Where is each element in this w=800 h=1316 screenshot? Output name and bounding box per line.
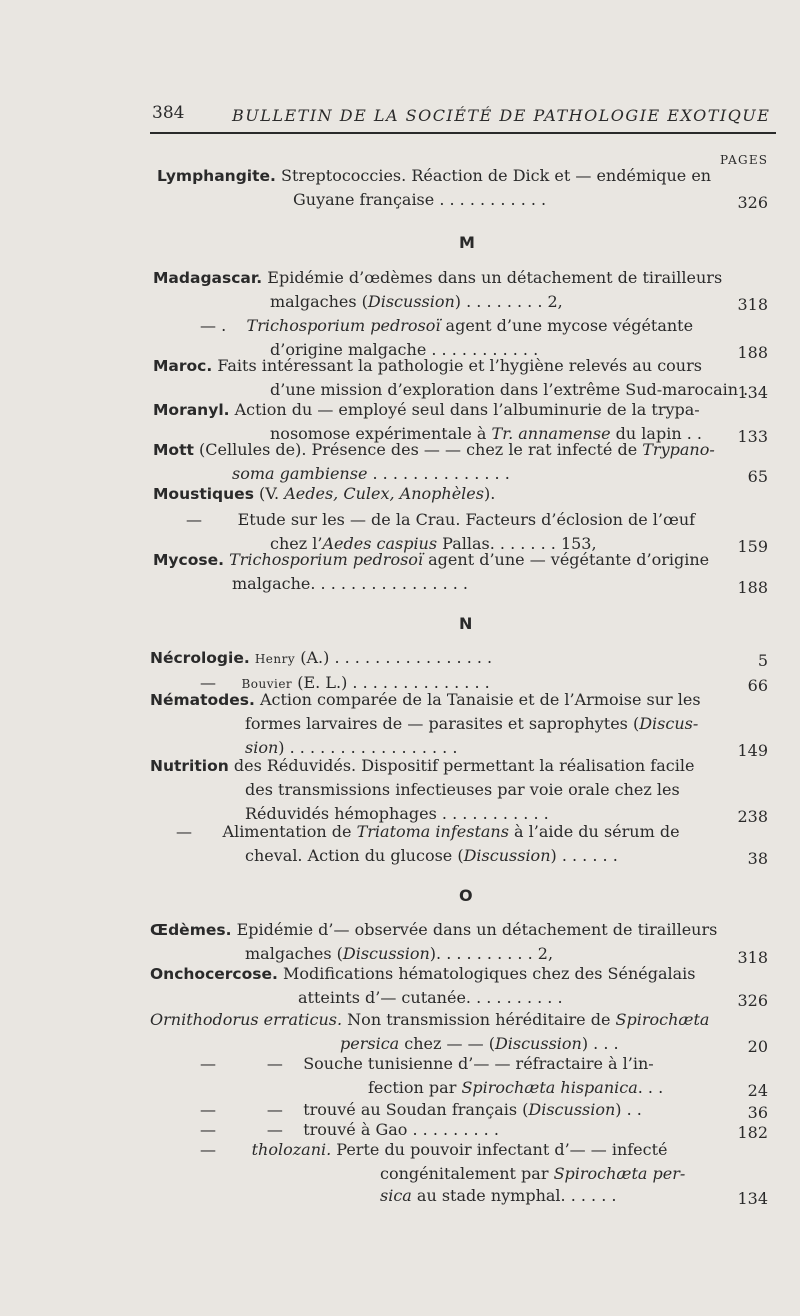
index-subentry: — tholozani. Perte du pouvoir infectant d’— — infecté	[200, 1140, 668, 1159]
entry-line: Guyane française . . . . . . . . . . .	[293, 190, 547, 209]
page-ref: 133	[737, 427, 768, 446]
index-entry-mycose: Mycose. Trichosporium pedrosoï agent d’une — végétante d’origine	[153, 550, 710, 569]
entry-line: Réduvidés hémophages . . . . . . . . . . .	[245, 804, 549, 823]
entry-line: sion) . . . . . . . . . . . . . . . . .	[245, 738, 458, 757]
entry-line: chez l’Aedes caspius Pallas. . . . . . . 153,	[270, 534, 597, 553]
entry-line: des transmissions infectieuses par voie orale chez les	[245, 780, 680, 799]
entry-line: cheval. Action du glucose (Discussion) . . . . . .	[245, 846, 618, 865]
index-entry-moustiques: Moustiques (V. Aedes, Culex, Anophèles).	[153, 484, 496, 503]
running-title: BULLETIN DE LA SOCIÉTÉ DE PATHOLOGIE EXOTIQUE	[232, 106, 771, 125]
page-ref: 326	[737, 991, 768, 1010]
section-letter-o: O	[459, 886, 473, 905]
index-subentry: — — trouvé au Soudan français (Discussion) . .	[200, 1100, 642, 1119]
index-entry-ornithodorus: Ornithodorus erraticus. Non transmission héréditaire de Spirochæta	[150, 1010, 710, 1029]
entry-line: soma gambiense . . . . . . . . . . . . . .	[232, 464, 510, 483]
index-entry-madagascar: Madagascar. Epidémie d’œdèmes dans un détachement de tirailleurs	[153, 268, 723, 287]
page-ref: 20	[747, 1037, 768, 1056]
entry-line: malgaches (Discussion). . . . . . . . . . 2,	[245, 944, 554, 963]
entry-line: nosomose expérimentale à Tr. annamense du lapin . .	[270, 424, 702, 443]
page-ref: 318	[737, 948, 768, 967]
page-number: 384	[152, 103, 185, 123]
page-ref: 326	[737, 193, 768, 212]
page-ref: 66	[747, 676, 768, 695]
entry-line: d’une mission d’exploration dans l’extrême Sud-marocain .	[270, 380, 749, 399]
index-subentry: — Bouvier (E. L.) . . . . . . . . . . . . . .	[200, 673, 490, 692]
entry-line: fection par Spirochæta hispanica. . .	[368, 1078, 664, 1097]
index-entry-oedemes: Œdèmes. Epidémie d’— observée dans un détachement de tirailleurs	[150, 920, 718, 939]
entry-line: atteints d’— cutanée. . . . . . . . . .	[298, 988, 563, 1007]
page-ref: 318	[737, 295, 768, 314]
page-ref: 134	[737, 1189, 768, 1208]
index-entry-maroc: Maroc. Faits intéressant la pathologie et l’hygiène relevés au cours	[153, 356, 702, 375]
page-ref: 134	[737, 383, 768, 402]
entry-line: malgaches (Discussion) . . . . . . . . 2,	[270, 292, 563, 311]
index-entry-lymphangite: Lymphangite. Streptococcies. Réaction de Dick et — endémique en	[157, 166, 712, 185]
index-term: Lymphangite.	[157, 167, 276, 185]
entry-line: congénitalement par Spirochæta per-	[380, 1164, 686, 1183]
page-ref: 65	[747, 467, 768, 486]
page-ref: 149	[737, 741, 768, 760]
header-rule	[150, 132, 776, 134]
page-ref: 188	[737, 343, 768, 362]
index-entry-nutrition: Nutrition des Réduvidés. Dispositif permettant la réalisation facile	[150, 756, 695, 775]
index-subentry: — — trouvé à Gao . . . . . . . . .	[200, 1120, 499, 1139]
index-subentry: — Alimentation de Triatoma infestans à l’aide du sérum de	[176, 822, 680, 841]
pages-label: PAGES	[720, 153, 769, 167]
index-entry-moranyl: Moranyl. Action du — employé seul dans l’albuminurie de la trypa-	[153, 400, 700, 419]
page-ref: 24	[747, 1081, 768, 1100]
index-entry-nematodes: Nématodes. Action comparée de la Tanaisie et de l’Armoise sur les	[150, 690, 701, 709]
page-ref: 238	[737, 807, 768, 826]
entry-line: sica au stade nymphal. . . . . .	[380, 1186, 617, 1205]
page-ref: 38	[747, 849, 768, 868]
page-ref: 5	[757, 651, 768, 670]
index-subentry: — — Souche tunisienne d’— — réfractaire à l’in-	[200, 1054, 654, 1073]
index-entry-necrologie: Nécrologie. Henry (A.) . . . . . . . . . . . . . . . .	[150, 648, 493, 667]
index-entry-onchocercose: Onchocercose. Modifications hématologiques chez des Sénégalais	[150, 964, 696, 983]
index-entry-mott: Mott (Cellules de). Présence des — — chez le rat infecté de Trypano-	[153, 440, 715, 459]
page-ref: 188	[737, 578, 768, 597]
page-ref: 36	[747, 1103, 768, 1122]
section-letter-n: N	[459, 614, 473, 633]
entry-line: formes larvaires de — parasites et saprophytes (Discus-	[245, 714, 699, 733]
entry-line: d’origine malgache . . . . . . . . . . .	[270, 340, 539, 359]
entry-line: persica chez — — (Discussion) . . .	[340, 1034, 619, 1053]
index-subentry: — . Trichosporium pedrosoï agent d’une mycose végétante	[200, 316, 694, 335]
index-subentry: — Etude sur les — de la Crau. Facteurs d’éclosion de l’œuf	[186, 510, 696, 529]
page-ref: 159	[737, 537, 768, 556]
page-ref: 182	[737, 1123, 768, 1142]
entry-line: malgache. . . . . . . . . . . . . . . .	[232, 574, 469, 593]
section-letter-m: M	[459, 233, 475, 252]
